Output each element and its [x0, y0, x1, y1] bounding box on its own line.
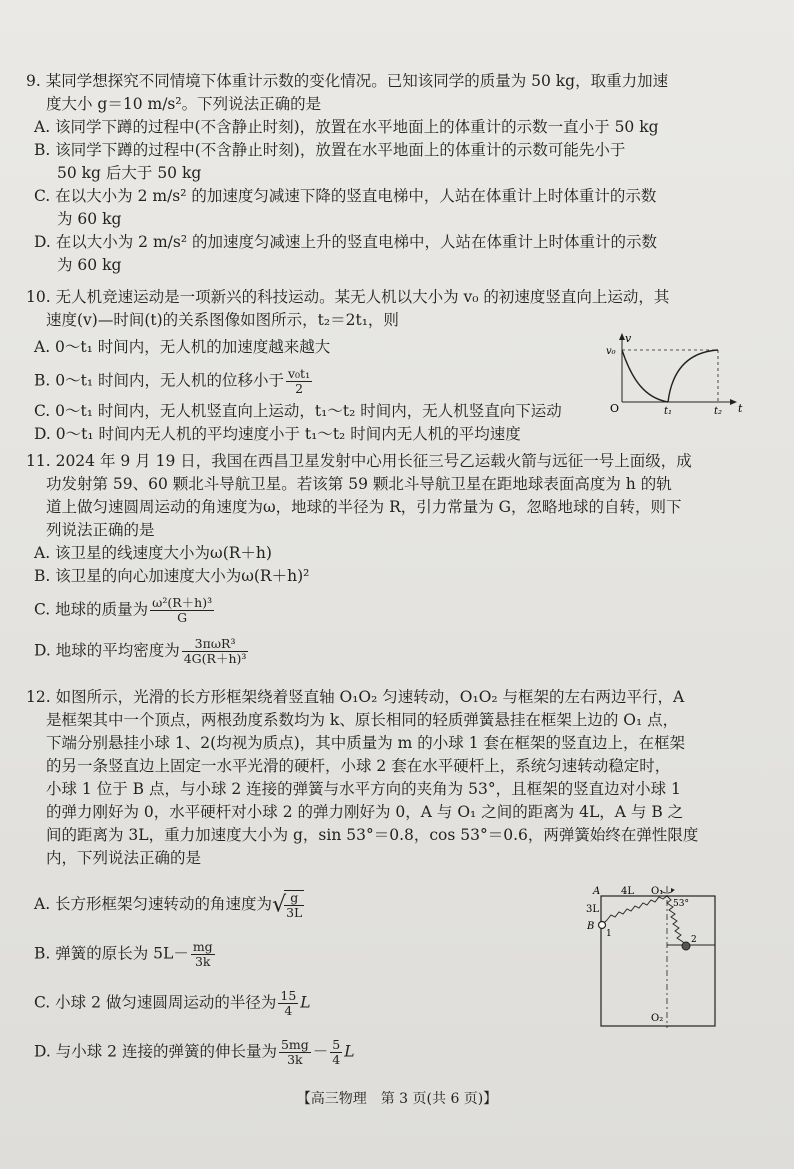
- t-axis-arrow: [730, 399, 737, 405]
- q12-stem-line8: 内，下列说法正确的是: [46, 849, 202, 867]
- q12-d-unit: L: [344, 1042, 355, 1061]
- q10-option-a: A. 0～t₁ 时间内，无人机的加速度越来越大: [34, 338, 331, 356]
- q12-option-d: [26, 1038, 746, 1067]
- q12-c-denominator: 4: [284, 1003, 293, 1018]
- q12-stem-line1: 12. 如图所示，光滑的长方形框架绕着竖直轴 O₁O₂ 匀速转动，O₁O₂ 与框架的左右两边平行，A: [26, 688, 685, 706]
- q10-option-d: D. 0～t₁ 时间内无人机的平均速度小于 t₁～t₂ 时间内无人机的平均速度: [34, 425, 521, 443]
- q12-c-numerator: 15: [280, 988, 297, 1003]
- q12-option-a-text: A. 长方形框架匀速转动的角速度为: [34, 895, 273, 913]
- q12-option-c-text: C. 小球 2 做匀速圆周运动的半径为: [34, 993, 277, 1012]
- q12-d-numerator2: 5: [332, 1037, 341, 1052]
- three-l-label: 3L: [586, 904, 600, 915]
- o2-label: O₂: [651, 1013, 664, 1024]
- q12-d-numerator1: 5mg: [280, 1037, 309, 1052]
- q12-b-numerator: mg: [192, 939, 213, 954]
- q12-a-denominator: 3L: [286, 905, 303, 920]
- point-a-label: A: [593, 886, 601, 897]
- q10-b-denominator: 2: [295, 381, 304, 396]
- q9-option-c-line2: 为 60 kg: [57, 210, 122, 228]
- q12-stem-line3: 下端分别悬挂小球 1、2(均视为质点)，其中质量为 m 的小球 1 套在框架的竖直边上，在框架: [46, 734, 686, 752]
- q11-stem-line4: 列说法正确的是: [46, 521, 155, 539]
- q11-option-c-fraction: [150, 596, 214, 625]
- t2-label: t₂: [714, 406, 723, 417]
- v-axis-label: v: [625, 332, 632, 345]
- q9-option-c-line1: C. 在以大小为 2 m/s² 的加速度匀减速下降的竖直电梯中，人站在体重计上时体重计的示数: [34, 187, 657, 205]
- q9-option-d-line1: D. 在以大小为 2 m/s² 的加速度匀减速上升的竖直电梯中，人站在体重计上时体重计的示数: [34, 233, 657, 251]
- q11-c-denominator: G: [177, 610, 188, 625]
- q11-option-d-fraction: [182, 637, 249, 666]
- q10-stem-line2: 速度(v)—时间(t)的关系图像如图所示，t₂＝2t₁，则: [46, 311, 399, 329]
- q12-d-denominator2: 4: [332, 1052, 341, 1067]
- q12-d-minus: －: [312, 1042, 329, 1061]
- q9-option-b-line2: 50 kg 后大于 50 kg: [57, 164, 202, 182]
- accel-curve: [668, 350, 718, 402]
- q10-option-b-text: B. 0～t₁ 时间内，无人机的位移小于: [34, 371, 284, 390]
- q12-option-d-fraction2: [330, 1038, 342, 1067]
- q10-b-numerator: v₀t₁: [287, 366, 311, 381]
- four-l-label: 4L: [621, 886, 635, 897]
- q12-stem-line4: 的另一条竖直边上固定一水平光滑的硬杆，小球 2 套在水平硬杆上，系统匀速转动稳定时，: [46, 757, 671, 775]
- point-b-label: B: [587, 921, 595, 932]
- q12-option-c-fraction: [278, 989, 298, 1018]
- q10-option-c: C. 0～t₁ 时间内，无人机竖直向上运动，t₁～t₂ 时间内，无人机竖直向下运动: [34, 402, 562, 420]
- q11-option-c: [26, 596, 746, 625]
- q9-stem-line1: 9. 某同学想探究不同情境下体重计示数的变化情况。已知该同学的质量为 50 kg，取重力加速: [26, 72, 669, 90]
- q12-stem-line2: 是框架其中一个顶点，两根劲度系数均为 k、原长相同的轻质弹簧悬挂在框架上边的 O₁ 点，: [46, 711, 679, 729]
- q11-option-c-text: C. 地球的质量为: [34, 600, 149, 619]
- q9-option-a: A. 该同学下蹲的过程中(不含静止时刻)，放置在水平地面上的体重计的示数一直小于 50 kg: [34, 118, 659, 136]
- q10-option-b-fraction: [286, 367, 312, 396]
- q9-option-b-line1: B. 该同学下蹲的过程中(不含静止时刻)，放置在水平地面上的体重计的示数可能先小于: [34, 141, 626, 159]
- q12-option-d-fraction1: [279, 1038, 311, 1067]
- q9-stem-line2: 度大小 g＝10 m/s²。下列说法正确的是: [46, 95, 322, 113]
- q11-option-a: A. 该卫星的线速度大小为ω(R＋h): [34, 544, 272, 562]
- angle-label: 53°: [673, 899, 689, 909]
- page-footer: 【高三物理 第 3 页(共 6 页)】: [296, 1091, 498, 1107]
- q12-option-a-fraction: [284, 890, 304, 920]
- q12-option-b-text: B. 弹簧的原长为 5L－: [34, 944, 189, 963]
- v0-label: v₀: [606, 346, 616, 357]
- question-9: [26, 70, 746, 277]
- ball-1-label: 1: [606, 929, 612, 939]
- q12-stem-line5: 小球 1 位于 B 点，与小球 2 连接的弹簧与水平方向的夹角为 53°，且框架的竖直边对小球 1: [46, 780, 681, 798]
- q12-stem-line7: 间的距离为 3L，重力加速度大小为 g，sin 53°＝0.8，cos 53°＝0.6，两弹簧始终在弹性限度: [46, 826, 699, 844]
- q12-option-d-text: D. 与小球 2 连接的弹簧的伸长量为: [34, 1042, 277, 1061]
- q11-option-d-text: D. 地球的平均密度为: [34, 641, 180, 660]
- q10-vt-graph: [600, 332, 750, 418]
- q11-stem-line2: 功发射第 59、60 颗北斗导航卫星。若该第 59 颗北斗导航卫星在距地球表面高度为 h 的轨: [46, 475, 672, 493]
- q12-c-unit: L: [300, 993, 311, 1012]
- q12-stem-line6: 的弹力刚好为 0，水平硬杆对小球 2 的弹力刚好为 0，A 与 O₁ 之间的距离为 4L，A 与 B 之: [46, 803, 684, 821]
- q11-option-b: B. 该卫星的向心加速度大小为ω(R＋h)²: [34, 567, 310, 585]
- o1-label: O₁: [651, 886, 664, 897]
- ball-2-label: 2: [691, 935, 697, 945]
- q11-option-d: [26, 637, 746, 666]
- q12-frame-figure: [585, 882, 735, 1032]
- ball-2: [682, 942, 690, 950]
- q12-option-a-sqrt: [272, 890, 306, 920]
- q12-b-denominator: 3k: [194, 954, 211, 969]
- origin-label: O: [610, 402, 620, 415]
- q11-stem-line1: 11. 2024 年 9 月 19 日，我国在西昌卫星发射中心用长征三号乙运载火箭与远征一号上面级，成: [26, 452, 692, 470]
- decel-curve: [622, 350, 668, 402]
- q12-d-denominator1: 3k: [287, 1052, 303, 1067]
- sqrt-sign: √: [272, 892, 287, 918]
- q9-option-d-line2: 为 60 kg: [57, 256, 122, 274]
- q12-option-b-fraction: [191, 940, 215, 969]
- q11-c-numerator: ω²(R＋h)³: [152, 595, 213, 610]
- t-axis-label: t: [738, 402, 743, 415]
- t1-label: t₁: [664, 406, 673, 417]
- q10-stem-line1: 10. 无人机竞速运动是一项新兴的科技运动。某无人机以大小为 v₀ 的初速度竖直向上运动，其: [26, 288, 670, 306]
- q11-d-denominator: 4G(R＋h)³: [183, 651, 247, 666]
- q11-stem-line3: 道上做匀速圆周运动的角速度为ω，地球的半径为 R，引力常量为 G，忽略地球的自转，则下: [46, 498, 682, 516]
- q11-d-numerator: 3πωR³: [182, 637, 249, 652]
- rotation-arrowhead: [671, 888, 675, 892]
- spring-1: [603, 896, 667, 924]
- q12-a-numerator: g: [284, 891, 304, 906]
- rectangular-frame: [601, 896, 715, 1026]
- ball-1: [599, 922, 606, 929]
- question-11: [26, 450, 746, 666]
